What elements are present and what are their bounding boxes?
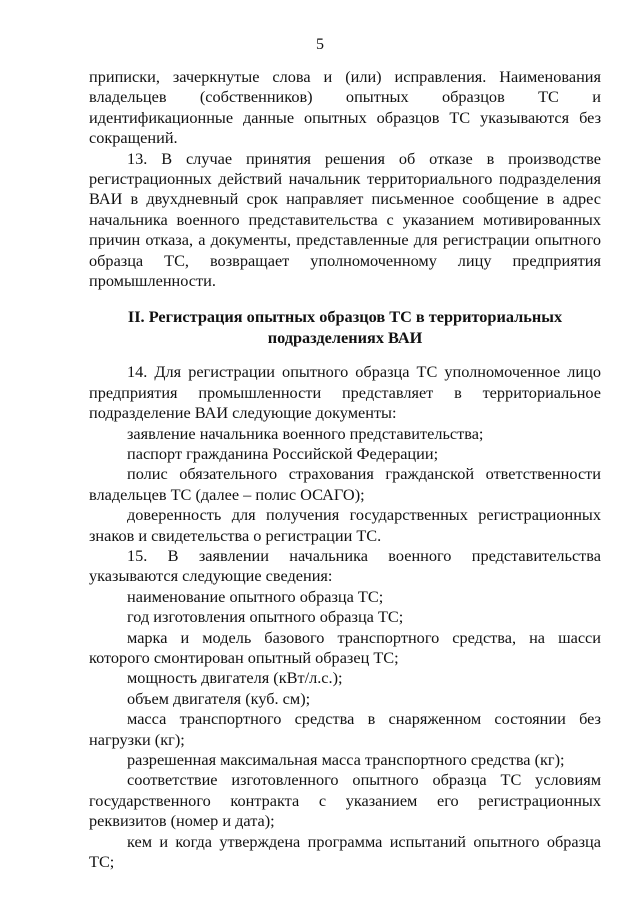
list-item: доверенность для получения государственных регистрационных знаков и свидетельства о регистрации ТС. [89, 505, 601, 545]
list-item: год изготовления опытного образца ТС; [127, 607, 404, 627]
list-item: масса транспортного средства в снаряженном состоянии без нагрузки (кг); [89, 709, 601, 749]
list-item: объем двигателя (куб. см); [127, 688, 311, 708]
list-item: полис обязательного страхования гражданской ответственности владельцев ТС (далее – полис ОСАГО); [89, 464, 601, 504]
paragraph: 14. Для регистрации опытного образца ТС уполномоченное лицо предприятия промышленности представляет в территориальное подразделение ВАИ следующие документы: [89, 362, 601, 423]
paragraph: приписки, зачеркнутые слова и (или) исправления. Наименования владельцев (собственников) опытных образцов ТС и идентификационные данные опытных образцов ТС указываются без сокращений. [89, 67, 601, 148]
list-item: наименование опытного образца ТС; [127, 586, 384, 606]
list-item: заявление начальника военного представительства; [127, 423, 484, 443]
page-number: 5 [316, 36, 324, 53]
paragraph: 15. В заявлении начальника военного представительства указываются следующие сведения: [89, 545, 601, 586]
section-heading: II. Регистрация опытных образцов ТС в территориальных подразделениях ВАИ [127, 307, 563, 347]
document-body [89, 67, 601, 872]
list-item: паспорт гражданина Российской Федерации; [127, 443, 439, 463]
list-item: мощность двигателя (кВт/л.с.); [127, 668, 343, 688]
list-item: кем и когда утверждена программа испытаний опытного образца ТС; [89, 831, 601, 872]
list-item: разрешенная максимальная масса транспортного средства (кг); [127, 750, 565, 769]
list-item: соответствие изготовленного опытного образца ТС условиям государственного контракта с указанием его регистрационных реквизитов (номер и дата); [89, 770, 601, 831]
paragraph: 13. В случае принятия решения об отказе в производстве регистрационных действий начальник территориального подразделения ВАИ в двухдневный срок направляет письменное сообщение в адрес начальника военного представительства с указанием мотивированных причин отказа, а документы, представленные для регистрации опытного образца ТС, возвращает уполномоченному лицу предприятия промышленности. [89, 148, 601, 291]
list-item: марка и модель базового транспортного средства, на шасси которого смонтирован опытный образец ТС; [89, 627, 601, 667]
